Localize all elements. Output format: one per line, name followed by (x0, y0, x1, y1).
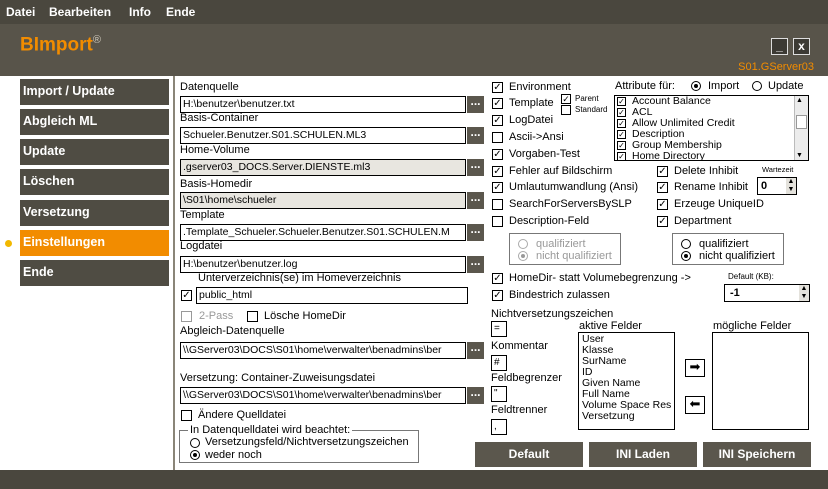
logdatei-label: Logdatei (180, 240, 223, 252)
wartezeit-label: Wartezeit (762, 165, 794, 174)
attribute-list-item[interactable] (615, 151, 808, 161)
template-checkbox[interactable]: ✓ (493, 98, 502, 109)
parent-label: Parent (575, 94, 599, 103)
umlaut-checkbox[interactable]: ✓ (493, 182, 502, 193)
abgleich-browse-button[interactable]: ... (467, 342, 484, 359)
aktive-felder-item[interactable]: Full Name (582, 388, 630, 400)
wartezeit-value: 0 (761, 180, 768, 192)
fehler-bildschirm-label: Fehler auf Bildschirm (509, 165, 613, 177)
rename-inhibit-checkbox[interactable]: ✓ (658, 182, 667, 193)
basis-homedir-label: Basis-Homedir (180, 178, 253, 190)
delete-inhibit-label: Delete Inhibit (674, 165, 739, 177)
environment-checkbox[interactable]: ✓ (493, 82, 502, 93)
attribute-checkbox[interactable]: ✓ (618, 119, 625, 128)
aktive-felder-item[interactable]: ID (582, 366, 593, 378)
homedir-label: HomeDir- statt Volumebegrenzung -> (509, 272, 691, 284)
attribute-label: Allow Unlimited Credit (632, 117, 735, 129)
desc-nicht-qualifiziert-radio[interactable] (518, 251, 528, 261)
move-right-button[interactable] (685, 359, 705, 377)
datenquelle-field[interactable]: H:\benutzer\benutzer.txt (180, 96, 466, 113)
feldbegrenzer-field[interactable]: " (491, 386, 507, 402)
template-checkbox-label: Template (509, 97, 554, 109)
menu-bar (0, 0, 828, 24)
attribute-checkbox[interactable]: ✓ (618, 152, 625, 161)
app-title: BImport® (20, 34, 101, 56)
dept-qualifiziert-radio[interactable] (681, 239, 691, 249)
attribute-label: Account Balance (632, 95, 711, 107)
default-kb-up-icon[interactable]: ▲ (800, 285, 808, 292)
rename-inhibit-label: Rename Inhibit (674, 181, 748, 193)
attribute-label: Group Membership (632, 139, 722, 151)
default-kb-value: -1 (730, 287, 740, 299)
menu-bearbeiten[interactable]: Bearbeiten (49, 5, 112, 19)
ini-speichern-button[interactable]: INI Speichern (703, 442, 811, 467)
attribute-checkbox[interactable]: ✓ (618, 130, 625, 139)
arrow-right-icon: ➡ (689, 359, 701, 374)
homedir-checkbox[interactable]: ✓ (493, 273, 502, 284)
menu-info[interactable]: Info (129, 5, 151, 19)
versetzung-label: Versetzung: Container-Zuweisungsdatei (180, 372, 376, 384)
wartezeit-spinner[interactable] (757, 177, 797, 195)
versetzungsfeld-radio-label: Versetzungsfeld/Nichtversetzungszeichen (205, 436, 409, 448)
nav-ende[interactable]: Ende (20, 260, 169, 286)
scroll-down-icon[interactable]: ▼ (796, 152, 803, 159)
template-field[interactable]: .Template_Schueler.Schueler.Benutzer.S01.SCHULEN.M (180, 224, 466, 241)
erzeuge-uniqueid-checkbox[interactable]: ✓ (658, 199, 667, 210)
close-button[interactable]: x (793, 38, 810, 55)
attribute-label: Description (632, 128, 685, 140)
department-qualify-group (672, 233, 784, 265)
unterverzeichnis-checkbox[interactable]: ✓ (182, 290, 191, 301)
weder-noch-radio[interactable] (190, 450, 200, 460)
desc-qualifiziert-radio[interactable] (518, 239, 528, 249)
logdatei-field[interactable]: H:\benutzer\benutzer.log (180, 256, 466, 273)
moegliche-felder-label: mögliche Felder (713, 320, 792, 332)
app-header (0, 24, 828, 76)
nav-import-update[interactable]: Import / Update (20, 79, 169, 105)
scroll-thumb[interactable] (796, 115, 807, 129)
nav-einstellungen[interactable]: Einstellungen (20, 230, 169, 256)
ascii-ansi-checkbox[interactable] (492, 132, 503, 143)
default-kb-label: Default (KB): (728, 272, 774, 281)
search-slp-label: SearchForServersBySLP (509, 198, 632, 210)
logdatei-browse-button[interactable]: ... (467, 256, 484, 273)
erzeuge-uniqueid-label: Erzeuge UniqueID (674, 198, 764, 210)
environment-label: Environment (509, 81, 571, 93)
attribute-list[interactable] (614, 95, 809, 161)
aktive-felder-item[interactable]: Versetzung (582, 410, 635, 422)
vorgaben-test-label: Vorgaben-Test (509, 148, 580, 160)
nav-loeschen[interactable]: Löschen (20, 169, 169, 195)
status-bar (0, 470, 828, 489)
versetzung-field[interactable]: \\GServer03\DOCS\S01\home\verwalter\benadmins\ber (180, 387, 466, 404)
groupbox-title: In Datenquelldatei wird beachtet: (190, 424, 351, 436)
minimize-button[interactable]: _ (771, 38, 788, 55)
feldtrenner-label: Feldtrenner (491, 404, 548, 416)
default-kb-down-icon[interactable]: ▼ (800, 293, 808, 300)
attribute-checkbox[interactable]: ✓ (618, 108, 625, 117)
delete-inhibit-checkbox[interactable]: ✓ (658, 166, 667, 177)
basis-homedir-browse-button[interactable]: ... (467, 192, 484, 209)
abgleich-label: Abgleich-Datenquelle (180, 325, 285, 337)
scroll-up-icon[interactable]: ▲ (796, 97, 803, 104)
aktive-felder-list[interactable] (578, 332, 675, 430)
nav-versetzung[interactable]: Versetzung (20, 200, 169, 226)
wartezeit-up-icon[interactable]: ▲ (787, 178, 795, 185)
attribute-list-scrollbar[interactable] (794, 96, 808, 160)
desc-qualifiziert-label: qualifiziert (536, 238, 586, 250)
template-browse-button[interactable]: ... (467, 224, 484, 241)
attr-import-radio[interactable] (691, 81, 701, 91)
fehler-bildschirm-checkbox[interactable]: ✓ (493, 166, 502, 177)
loesche-homedir-label: Lösche HomeDir (264, 310, 346, 322)
aktive-felder-label: aktive Felder (579, 320, 642, 332)
basis-container-field[interactable]: Schueler.Benutzer.S01.SCHULEN.ML3 (180, 127, 466, 144)
attribute-label: Home Directory (632, 150, 705, 161)
feldtrenner-field[interactable]: , (491, 419, 507, 435)
moegliche-felder-list[interactable] (712, 332, 809, 430)
department-checkbox[interactable]: ✓ (658, 216, 667, 227)
server-label: S01.GServer03 (738, 61, 814, 73)
kommentar-field[interactable]: # (491, 355, 507, 371)
attr-update-radio[interactable] (752, 81, 762, 91)
menu-ende[interactable]: Ende (166, 5, 196, 19)
versetzung-browse-button[interactable]: ... (467, 387, 484, 404)
two-pass-checkbox[interactable] (181, 311, 192, 322)
description-feld-checkbox[interactable] (492, 216, 503, 227)
abgleich-field[interactable]: \\GServer03\DOCS\S01\home\verwalter\benadmins\ber (180, 342, 466, 359)
kommentar-label: Kommentar (491, 340, 548, 352)
datenquelle-groupbox (179, 424, 419, 463)
search-slp-checkbox[interactable] (492, 199, 503, 210)
aktive-felder-item[interactable]: Volume Space Res (582, 399, 672, 411)
attribute-fuer-label: Attribute für: (615, 80, 675, 92)
parent-checkbox[interactable]: ✓ (562, 94, 570, 104)
home-volume-label: Home-Volume (180, 144, 250, 156)
basis-container-browse-button[interactable]: ... (467, 127, 484, 144)
dept-qualifiziert-label: qualifiziert (699, 238, 749, 250)
nav-abgleich-ml[interactable]: Abgleich ML (20, 109, 169, 135)
versetzungsfeld-radio[interactable] (190, 438, 200, 448)
sidebar (0, 76, 174, 470)
datenquelle-browse-button[interactable]: ... (467, 96, 484, 113)
unterverzeichnis-field[interactable]: public_html (196, 287, 468, 304)
datenquelle-label: Datenquelle (180, 81, 239, 93)
home-volume-field[interactable]: .gserver03_DOCS.Server.DIENSTE.ml3 (180, 159, 466, 176)
two-pass-label: 2-Pass (199, 310, 234, 322)
unterverzeichnis-label: Unterverzeichnis(se) im Homeverzeichnis (198, 272, 401, 284)
basis-container-label: Basis-Container (180, 112, 259, 124)
aendere-quelldatei-checkbox[interactable] (181, 410, 192, 421)
move-left-button[interactable] (685, 396, 705, 414)
active-indicator-dot (5, 240, 12, 247)
menu-datei[interactable]: Datei (6, 5, 36, 19)
nav-update[interactable]: Update (20, 139, 169, 165)
vorgaben-test-checkbox[interactable]: ✓ (493, 149, 502, 160)
aktive-felder-item[interactable]: Klasse (582, 344, 614, 356)
trademark: ® (92, 34, 101, 46)
description-qualify-group (509, 233, 621, 265)
standard-label: Standard (575, 105, 608, 114)
sidebar-divider (173, 76, 175, 470)
bindestrich-label: Bindestrich zulassen (509, 289, 610, 301)
logdatei-checkbox-label: LogDatei (509, 114, 554, 126)
loesche-homedir-checkbox[interactable] (247, 311, 258, 322)
attribute-checkbox[interactable]: ✓ (618, 97, 625, 106)
dept-nicht-qualifiziert-label: nicht qualifiziert (699, 250, 775, 262)
nichtversetzung-field[interactable]: = (491, 321, 507, 337)
dept-nicht-qualifiziert-radio[interactable] (681, 251, 691, 261)
ascii-ansi-label: Ascii->Ansi (509, 131, 564, 143)
aktive-felder-item[interactable]: User (582, 333, 605, 345)
default-button[interactable]: Default (475, 442, 583, 467)
basis-homedir-field[interactable]: \S01\home\schueler (180, 192, 466, 209)
aendere-quelldatei-label: Ändere Quelldatei (198, 409, 287, 421)
wartezeit-down-icon[interactable]: ▼ (787, 186, 795, 193)
attr-import-label: Import (708, 80, 740, 92)
attribute-label: ACL (632, 106, 653, 118)
default-kb-spinner[interactable] (724, 284, 810, 302)
attr-update-label: Update (768, 80, 804, 92)
nichtversetzung-label: Nichtversetzungszeichen (491, 308, 614, 320)
department-label: Department (674, 215, 732, 227)
weder-noch-radio-label: weder noch (205, 449, 262, 461)
logdatei-checkbox[interactable]: ✓ (493, 115, 502, 126)
template-label: Template (180, 209, 225, 221)
description-feld-label: Description-Feld (509, 215, 590, 227)
attribute-checkbox[interactable]: ✓ (618, 141, 625, 150)
umlaut-label: Umlautumwandlung (Ansi) (509, 181, 638, 193)
bindestrich-checkbox[interactable]: ✓ (493, 290, 502, 301)
desc-nicht-qualifiziert-label: nicht qualifiziert (536, 250, 612, 262)
feldbegrenzer-label: Feldbegrenzer (491, 372, 562, 384)
arrow-left-icon: ⬅ (689, 396, 701, 411)
aktive-felder-item[interactable]: SurName (582, 355, 627, 367)
home-volume-browse-button[interactable]: ... (467, 159, 484, 176)
standard-checkbox[interactable] (561, 105, 571, 115)
ini-laden-button[interactable]: INI Laden (589, 442, 697, 467)
aktive-felder-item[interactable]: Given Name (582, 377, 641, 389)
